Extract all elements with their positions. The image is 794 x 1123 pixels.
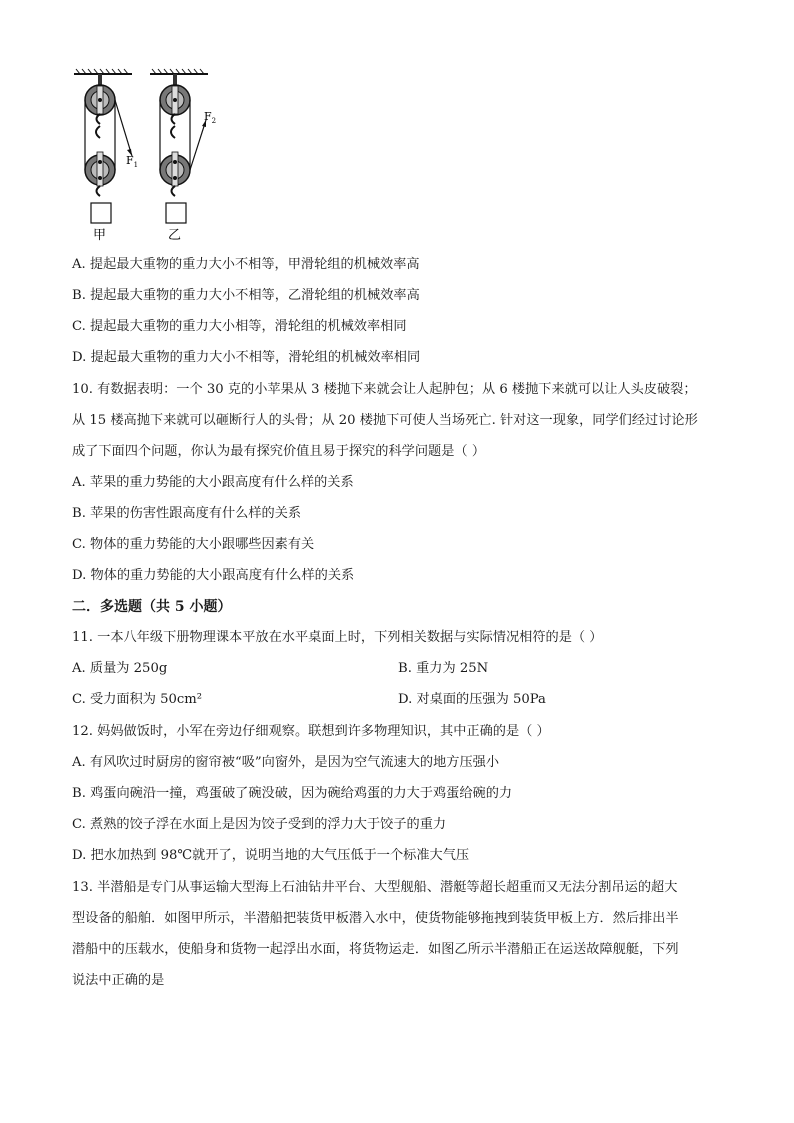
label-jia: 甲 — [93, 228, 107, 243]
q13-stem-line-1: 13. 半潜船是专门从事运输大型海上石油钻井平台、大型舰船、潜艇等超长超重而又无法分割吊运的超大 — [72, 880, 678, 895]
q12-option-b: B. 鸡蛋向碗沿一撞，鸡蛋破了碗没破，因为碗给鸡蛋的力大于鸡蛋给碗的力 — [72, 786, 513, 801]
q10-stem-line-1: 10. 有数据表明：一个 30 克的小苹果从 3 楼抛下来就会让人起肿包；从 6 楼抛下来就可以让人头皮破裂； — [72, 382, 697, 397]
q10-stem-line-2: 从 15 楼高抛下来就可以砸断行人的头骨；从 20 楼抛下可使人当场死亡. 针对这一现象，同学们经过讨论形 — [72, 413, 698, 428]
q9-option-a: A. 提起最大重物的重力大小不相等，甲滑轮组的机械效率高 — [72, 257, 420, 272]
section-title: 二．多选题（共 5 小题） — [72, 599, 232, 615]
q9-option-d: D. 提起最大重物的重力大小不相等，滑轮组的机械效率相同 — [72, 350, 421, 365]
q10-option-c: C. 物体的重力势能的大小跟哪些因素有关 — [72, 537, 315, 552]
q12-option-a: A. 有风吹过时厨房的窗帘被“吸”向窗外，是因为空气流速大的地方压强小 — [72, 755, 500, 770]
q10-stem-line-3: 成了下面四个问题，你认为最有探究价值且易于探究的科学问题是（ ） — [72, 444, 486, 459]
q12-option-d: D. 把水加热到 98℃就开了，说明当地的大气压低于一个标准大气压 — [72, 848, 470, 863]
pulley-system-yi — [150, 69, 208, 223]
q11-stem: 11. 一本八年级下册物理课本平放在水平桌面上时，下列相关数据与实际情况相符的是（ ） — [72, 630, 603, 645]
q13-stem-line-4: 说法中正确的是 — [72, 973, 165, 988]
q12-stem: 12. 妈妈做饭时，小军在旁边仔细观察。联想到许多物理知识，其中正确的是（ ） — [72, 724, 550, 739]
label-yi: 乙 — [168, 228, 182, 243]
q10-option-d: D. 物体的重力势能的大小跟高度有什么样的关系 — [72, 568, 355, 583]
force-f1-label: $F_1$ — [126, 154, 139, 169]
q11-option-b: B. 重力为 25N — [398, 661, 489, 676]
q11-option-d: D. 对桌面的压强为 50Pa — [398, 692, 546, 707]
q10-option-a: A. 苹果的重力势能的大小跟高度有什么样的关系 — [72, 475, 354, 490]
q10-option-b: B. 苹果的伤害性跟高度有什么样的关系 — [72, 506, 302, 521]
pulley-system-jia — [74, 69, 132, 223]
q12-option-c: C. 煮熟的饺子浮在水面上是因为饺子受到的浮力大于饺子的重力 — [72, 817, 447, 832]
q13-stem-line-2: 型设备的船舶．如图甲所示，半潜船把装货甲板潜入水中，使货物能够拖拽到装货甲板上方．然后排出半 — [72, 911, 679, 926]
q13-stem-line-3: 潜船中的压载水，使船身和货物一起浮出水面，将货物运走．如图乙所示半潜船正在运送故障舰艇，下列 — [72, 942, 679, 957]
pulley-figure — [66, 68, 226, 246]
q11-option-a: A. 质量为 250g — [72, 661, 168, 676]
q11-option-c: C. 受力面积为 50cm² — [72, 692, 203, 707]
q9-option-c: C. 提起最大重物的重力大小相等，滑轮组的机械效率相同 — [72, 319, 407, 334]
force-f2-label: $F_2$ — [204, 110, 217, 125]
q9-option-b: B. 提起最大重物的重力大小不相等，乙滑轮组的机械效率高 — [72, 288, 420, 303]
